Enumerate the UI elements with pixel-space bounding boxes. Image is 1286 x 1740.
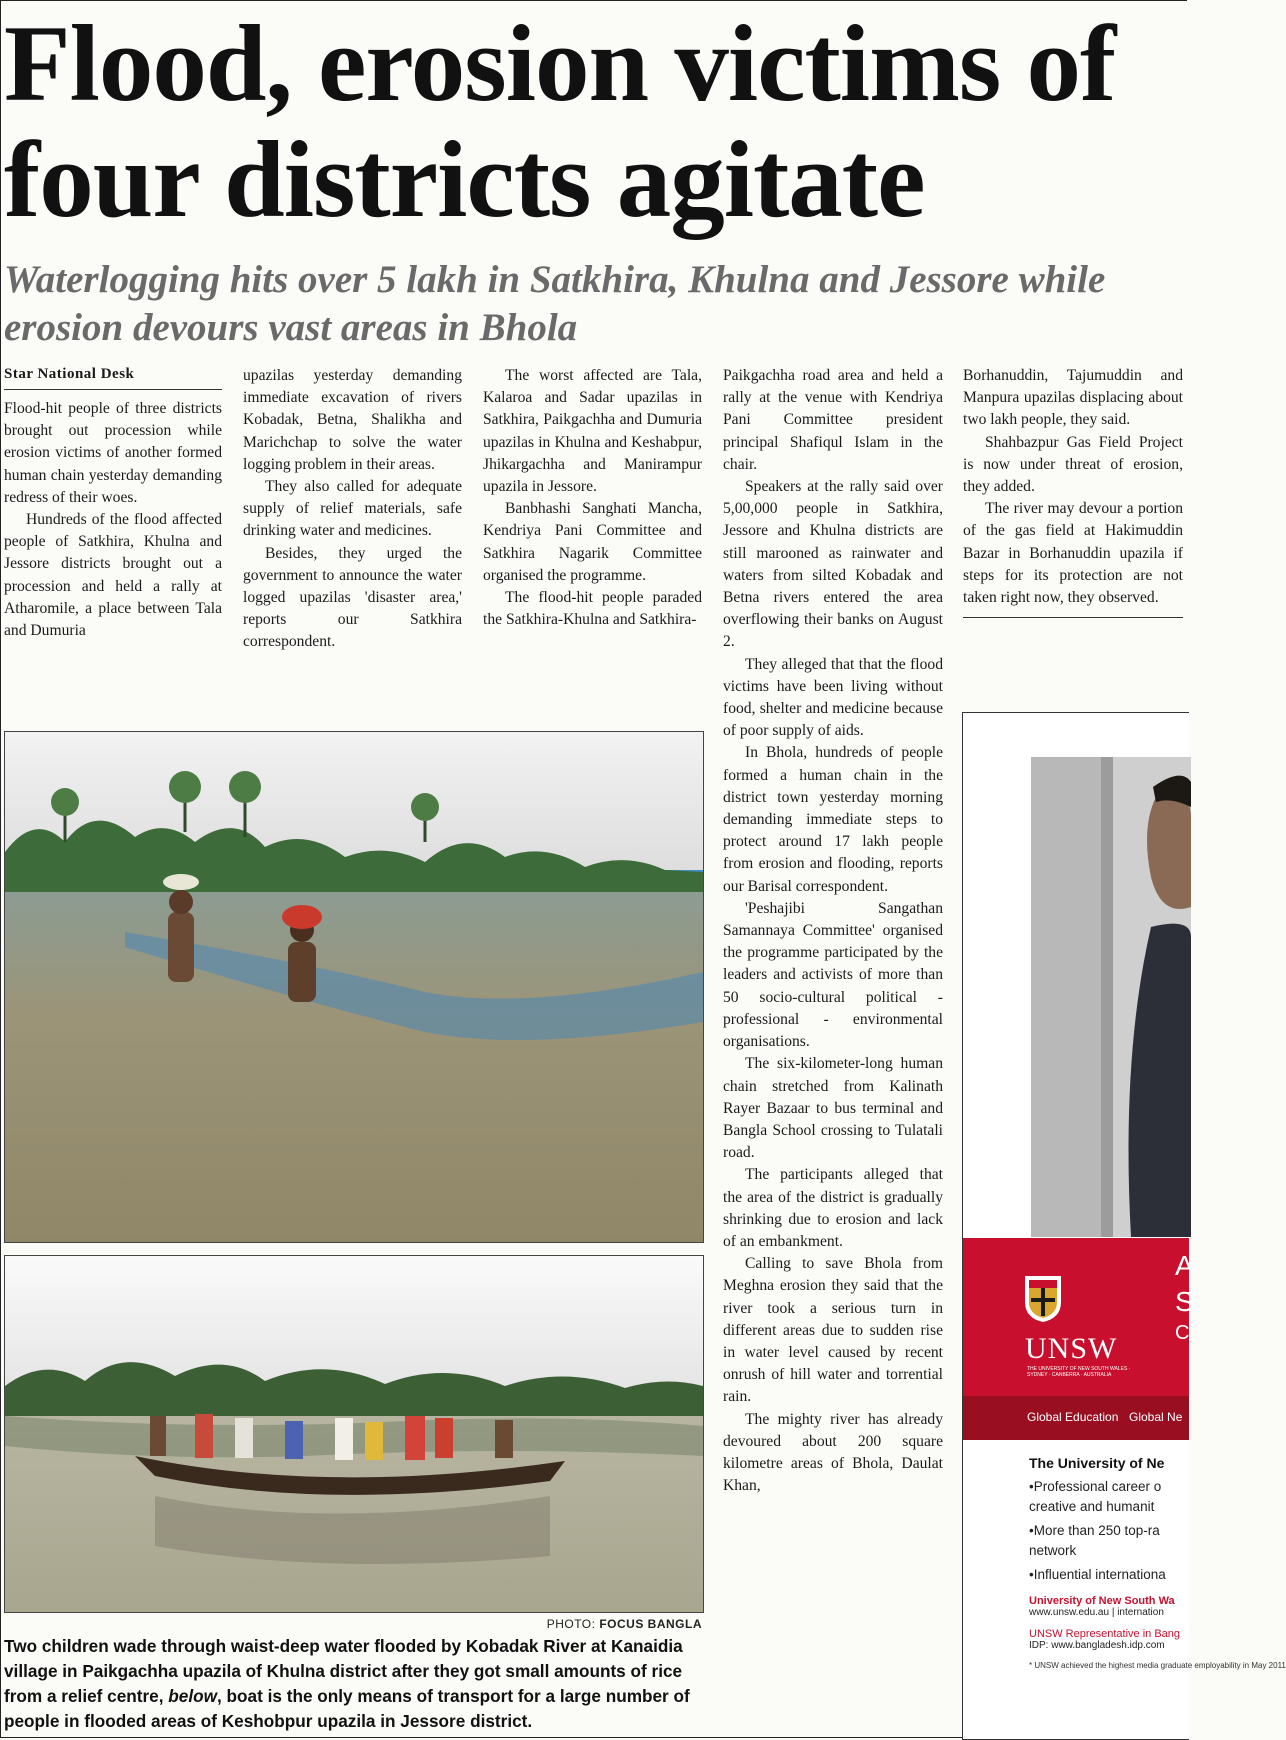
ad-headline-letter: S bbox=[1175, 1286, 1194, 1317]
ad-feature-item: network bbox=[1029, 1543, 1077, 1558]
paragraph: Shahbazpur Gas Field Project is now under threat of erosion, they added. bbox=[963, 433, 1183, 496]
photo-children-wading bbox=[4, 731, 704, 1243]
photo-caption bbox=[4, 1634, 704, 1734]
article-column-2 bbox=[243, 365, 462, 654]
paragraph: The river may devour a portion of the gas field at Hakimuddin Bazar in Borhanuddin upazila if steps for its protection are not taken right now, they observed. bbox=[963, 500, 1183, 607]
paragraph: Paikgachha road area and held a rally at the venue with Kendriya Pani Committee president principal Shafiqul Islam in the chair. bbox=[723, 367, 943, 473]
child-figure bbox=[282, 905, 322, 1002]
subheadline: Waterlogging hits over 5 lakh in Satkhira, Khulna and Jessore while erosion devours vast areas in Bhola bbox=[4, 258, 1106, 349]
unsw-advertisement[interactable] bbox=[962, 712, 1286, 1740]
ad-feature-item: •Professional career o bbox=[1029, 1479, 1162, 1494]
ad-red-panel bbox=[963, 1238, 1194, 1396]
paragraph: The worst affected are Tala, Kalaroa and Sadar upazilas in Satkhira, Paikgachha and Dumuria upazilas in Khulna and Keshabpur, Jhikargachha and Manirampur upazila in Jessore. bbox=[483, 367, 702, 496]
paragraph: upazilas yesterday demanding immediate excavation of rivers Kobadak, Betna, Shalikha and Marichchap to solve the water logging problem in their areas. bbox=[243, 367, 462, 473]
unsw-crest-icon bbox=[1023, 1274, 1063, 1324]
ad-tagline-bar bbox=[963, 1396, 1189, 1440]
photo-credit-label: PHOTO: bbox=[546, 1617, 596, 1631]
paragraph: Speakers at the rally said over 5,00,000 people in Satkhira, Jessore and Khulna districts are still marooned as rainwater and waters from silted Kobadak and Betna rivers entered the area overflowing their banks on August 2. bbox=[723, 478, 943, 651]
paragraph: Banbhashi Sanghati Mancha, Kendriya Pani Committee and Satkhira Nagarik Committee organised the programme. bbox=[483, 500, 702, 584]
paragraph: They also called for adequate supply of relief materials, safe drinking water and medicines. bbox=[243, 478, 462, 540]
article-column-1 bbox=[4, 398, 222, 642]
ad-feature-item: •Influential internationa bbox=[1029, 1567, 1166, 1582]
ad-footnote: * UNSW achieved the highest media graduate employability in May 2011 bbox=[1029, 1661, 1286, 1670]
paragraph: Calling to save Bhola from Meghna erosion they said that the river took a serious turn in different areas due to sudden rise in water level caused by recent onrush of hill water and torrential rain. bbox=[723, 1255, 943, 1406]
photo-credit-source: FOCUS BANGLA bbox=[599, 1617, 702, 1631]
paragraph: Hundreds of the flood affected people of Satkhira, Khulna and Jessore districts brought out a procession and held a rally at Atharomile, a place between Tala and Dumuria bbox=[4, 511, 222, 640]
ad-title: The University of Ne bbox=[1029, 1455, 1165, 1471]
unsw-logo-subtext: THE UNIVERSITY OF NEW SOUTH WALES · SYDNEY · CANBERRA · AUSTRALIA bbox=[1027, 1366, 1131, 1378]
ad-contact-url[interactable]: www.unsw.edu.au | internation bbox=[1029, 1607, 1164, 1618]
paragraph: They alleged that that the flood victims have been living without food, shelter and medicine because of poor supply of aids. bbox=[723, 655, 943, 740]
ad-body bbox=[1029, 1445, 1286, 1671]
caption-text: , boat is the only means of transport for a large number of people in flooded areas of Keshobpur upazila in Jessore district. bbox=[4, 1686, 690, 1731]
ad-photo-image bbox=[1031, 757, 1191, 1237]
paragraph: The participants alleged that the area of the district is gradually shrinking due to erosion and lack of an embankment. bbox=[723, 1166, 943, 1250]
photo-boat-image bbox=[5, 1256, 703, 1612]
ad-feature-list bbox=[1029, 1477, 1199, 1585]
ad-tagline-item: Global Ne bbox=[1129, 1410, 1183, 1424]
article-column-3 bbox=[483, 365, 702, 631]
ad-feature-item: creative and humanit bbox=[1029, 1499, 1155, 1514]
ad-headline-letter: A bbox=[1175, 1250, 1194, 1281]
ad-photo bbox=[1031, 757, 1191, 1237]
paragraph: 'Peshajibi Sangathan Samannaya Committee' organised the programme participated by the leaders and activists of more than 50 socio-cultural political - professional - environmental organisations. bbox=[723, 899, 943, 1051]
ad-tagline-item: Global Education bbox=[1027, 1410, 1119, 1424]
paragraph: Besides, they urged the government to announce the water logged upazilas 'disaster area,' reports our Satkhira correspondent. bbox=[243, 544, 462, 651]
byline: Star National Desk bbox=[4, 366, 222, 390]
ad-rep-url[interactable]: IDP: www.bangladesh.idp.com bbox=[1029, 1640, 1165, 1651]
paragraph: The six-kilometer-long human chain stretched from Kalinath Rayer Bazaar to bus terminal and Bangla School crossing to Tulatali road. bbox=[723, 1055, 943, 1162]
photo-boat bbox=[4, 1255, 704, 1613]
ad-headline-letter: C bbox=[1175, 1322, 1190, 1344]
photo-children-wading-image bbox=[5, 732, 703, 1242]
boat bbox=[135, 1414, 565, 1495]
headline: Flood, erosion victims of four districts agitate bbox=[4, 3, 1116, 240]
paragraph: The flood-hit people paraded the Satkhira-Khulna and Satkhira- bbox=[483, 589, 702, 629]
paragraph: In Bhola, hundreds of people formed a human chain in the district town yesterday morning demanding immediate steps to protect around 17 lakh people from erosion and flooding, reports our Barisal correspondent. bbox=[723, 744, 943, 895]
ad-contact-title: University of New South Wa bbox=[1029, 1595, 1175, 1607]
paragraph: Flood-hit people of three districts brought out procession while erosion victims of another formed human chain yesterday demanding redress of their woes. bbox=[4, 400, 222, 506]
ad-rep-title: UNSW Representative in Bang bbox=[1029, 1628, 1181, 1640]
article-column-4 bbox=[723, 365, 943, 1497]
paragraph: Borhanuddin, Tajumuddin and Manpura upazilas displacing about two lakh people, they said. bbox=[963, 367, 1183, 429]
photo-credit bbox=[400, 1617, 702, 1631]
unsw-logo-text: UNSW bbox=[1025, 1332, 1118, 1365]
caption-emphasis: below bbox=[168, 1686, 217, 1706]
caption-text: Two children wade through waist-deep water flooded by Kobadak River at Kanaidia village in Paikgachha upazila of Khulna district after they got small amounts of rice from a relief centre, bbox=[4, 1636, 683, 1706]
ad-feature-item: •More than 250 top-ra bbox=[1029, 1523, 1160, 1538]
article-column-5 bbox=[963, 365, 1183, 618]
paragraph: The mighty river has already devoured about 200 square kilometre areas of Bhola, Daulat Khan, bbox=[723, 1410, 943, 1495]
